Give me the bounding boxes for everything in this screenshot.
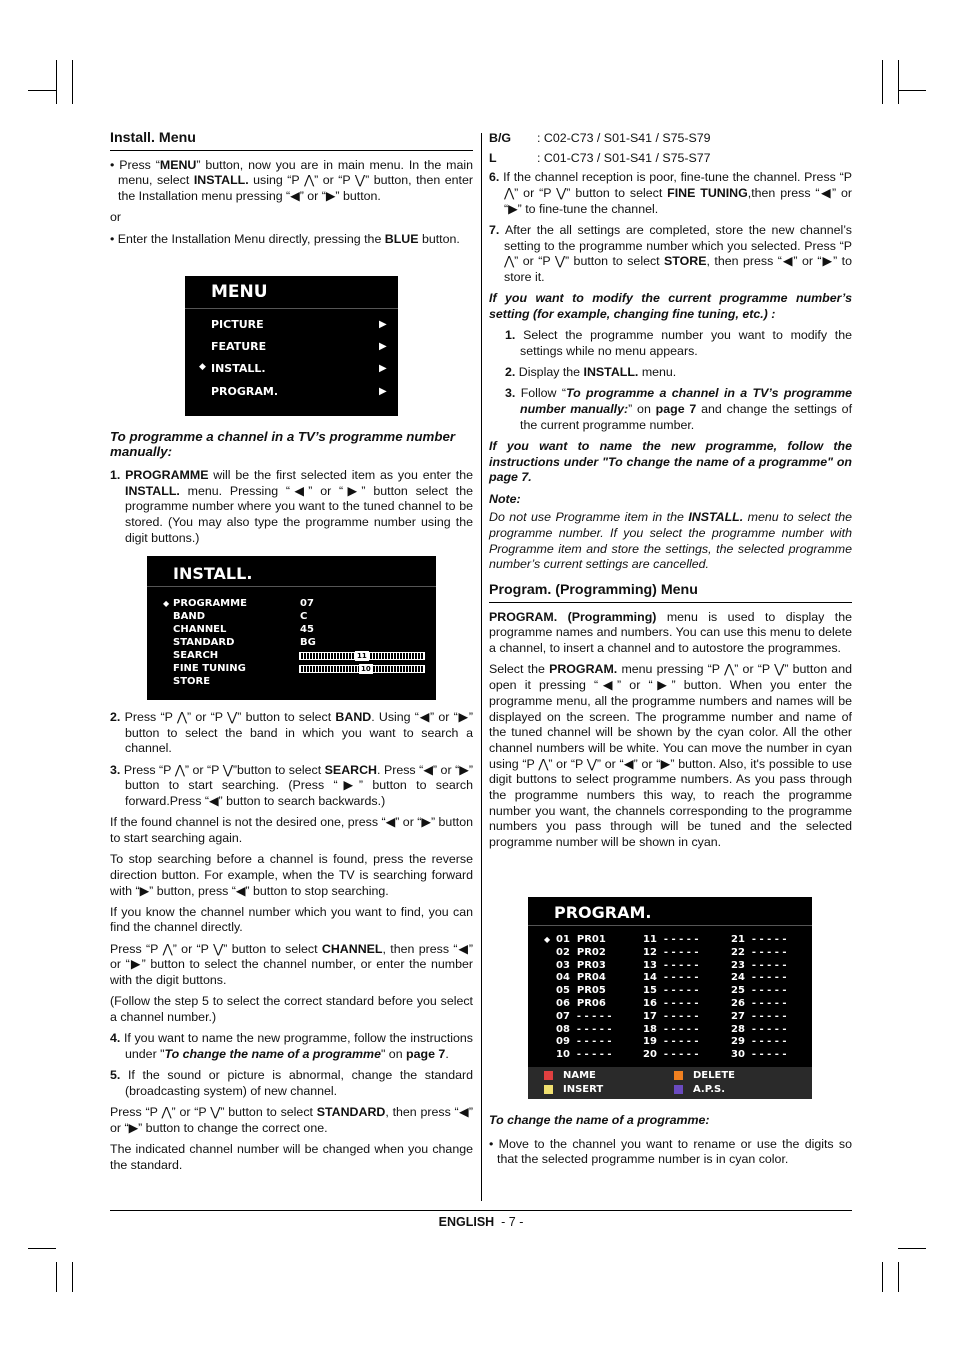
step-6: 6. If the channel reception is poor, fine-tune the channel. Press “P ⋀” or “P ⋁” button to select FINE TUNING,then press “◀” or “▶” to fine-tune the channel. <box>489 170 852 216</box>
program-heading: Program. (Programming) Menu <box>489 583 852 603</box>
program-entry: 04 PR04 <box>556 972 606 984</box>
program-entry: 21 - - - - - <box>731 934 787 945</box>
note-text: Do not use Programme item in the INSTALL. menu to select the programme number. If you select the programme number with Programme item and store the settings, the selected programme number’s current settings are cancelled. <box>489 510 852 572</box>
l-range: L : C01-C73 / S01-S41 / S75-S77 <box>489 150 711 165</box>
crop-mark <box>28 90 56 91</box>
legend-aps: A.P.S. <box>674 1084 725 1095</box>
install-heading: Install. Menu <box>110 131 473 151</box>
program-entry: 03 PR03 <box>556 959 606 971</box>
channel-text: Press “P ⋀” or “P ⋁” button to select CHANNEL, then press “◀” or “▶” button to select the channel number, or enter the number with the digit buttons. <box>110 941 473 988</box>
follow-text: (Follow the step 5 to select the correct standard before you select a channel number.) <box>110 994 473 1024</box>
stop-text: To stop searching before a channel is found, press the reverse direction button. For example, when the TV is searching forward with “▶” button, press “◀” button to stop searching. <box>110 852 473 898</box>
right-column <box>489 131 852 856</box>
program-entry: 25 - - - - - <box>731 985 787 997</box>
change-text: • Move to the channel you want to rename or use the digits so that the selected programme number is in cyan color. <box>489 1136 852 1167</box>
program-entry: 09 - - - - - <box>556 1036 612 1048</box>
label-standard: STANDARD <box>173 637 235 648</box>
program-column-1 <box>556 934 612 1062</box>
menu-item-feature: FEATURE <box>211 340 267 353</box>
program-screen <box>528 897 812 1099</box>
label-fine-tuning: FINE TUNING <box>173 663 246 674</box>
bg-range: B/G : C02-C73 / S01-S41 / S75-S79 <box>489 131 711 145</box>
crop-mark <box>882 1262 883 1292</box>
program-entry: 19 - - - - - <box>643 1036 699 1048</box>
program-entry: 29 - - - - - <box>731 1036 787 1048</box>
program-entry: 06 PR06 <box>556 997 606 1009</box>
program-entry: 05 PR05 <box>556 985 606 997</box>
divider <box>147 586 436 587</box>
label-search: SEARCH <box>173 650 219 661</box>
value-programme: 07 <box>300 598 314 609</box>
standard-text: Press “P ⋀” or “P ⋁” button to select STANDARD, then press “◀” or “▶” button to change the correct one. <box>110 1104 473 1135</box>
program-entry: 24 - - - - - <box>731 972 787 984</box>
left-column <box>110 131 473 253</box>
program-entry: 13 - - - - - <box>643 959 699 971</box>
program-entry: 07 - - - - - <box>556 1010 612 1022</box>
left-column-manual <box>110 429 473 552</box>
program-entry: 16 - - - - - <box>643 997 699 1009</box>
label-programme: PROGRAMME <box>173 598 247 609</box>
legend-insert: INSERT <box>544 1084 603 1095</box>
program-entry: 10 - - - - - <box>556 1049 612 1061</box>
menu-item-picture: PICTURE <box>211 318 264 331</box>
program-entry: 27 - - - - - <box>731 1010 787 1022</box>
label-band: BAND <box>173 611 206 622</box>
program-entry: 01 PR01 <box>556 934 606 945</box>
program-intro: PROGRAM. (Programming) menu is used to display the programme names and numbers. You can use this menu to delete a channel, to insert a channel and to autostore the programmes. <box>489 609 852 656</box>
name-heading: If you want to name the new programme, follow the instructions under "To change the name of a programme" on page 7. <box>489 438 852 485</box>
arrow-right-icon: ▶ <box>379 319 387 330</box>
modify-step-2: 2. Display the INSTALL. menu. <box>505 365 677 380</box>
crop-mark <box>72 60 73 104</box>
fine-tuning-value: 10 <box>361 665 371 673</box>
footer <box>110 1215 852 1229</box>
install-screen-title: INSTALL. <box>173 564 253 583</box>
program-entry: 11 - - - - - <box>643 934 699 945</box>
program-column-3 <box>731 934 787 1062</box>
note-label: Note: <box>489 491 521 506</box>
crop-mark <box>898 1248 926 1249</box>
step-7: 7. After the all settings are completed, store the new channel’s setting to the programme number which you selected. Press “P ⋀” or “P ⋁” button to select STORE, then press “◀” or “▶” to store it. <box>489 223 852 285</box>
modify-step-1: 1. Select the programme number you want to modify the settings while no menu appears. <box>505 328 852 358</box>
label-store: STORE <box>173 676 211 687</box>
menu-item-program: PROGRAM. <box>211 385 279 398</box>
cursor-icon: ◆ <box>544 935 551 944</box>
footer-rule <box>110 1210 852 1211</box>
crop-mark <box>898 1262 899 1292</box>
program-entry: 22 - - - - - <box>731 946 787 958</box>
program-column-2 <box>643 934 699 1062</box>
found-text: If the found channel is not the desired one, press “◀” or “▶” button to start searching again. <box>110 815 473 845</box>
yellow-key-icon <box>544 1085 553 1094</box>
program-entry: 08 - - - - - <box>556 1023 612 1035</box>
or-text: or <box>110 210 122 225</box>
program-entry: 14 - - - - - <box>643 972 699 984</box>
modify-heading: If you want to modify the current programme number’s setting (for example, changing fine tuning, etc.) : <box>489 291 852 322</box>
page-number: - 7 - <box>501 1215 524 1229</box>
arrow-right-icon: ▶ <box>379 386 387 397</box>
left-column-steps <box>110 710 473 1179</box>
step-1: 1. PROGRAMME will be the first selected item as you enter the INSTALL. menu. Pressing “◀” or “▶” button select the programme number where you want to the tuned channel to be stored. (You may also type the programme number using the digit buttons.) <box>110 468 474 545</box>
manual-heading: To programme a channel in a TV’s programme number manually: <box>110 429 456 459</box>
value-standard: BG <box>300 637 316 648</box>
crop-mark <box>898 90 926 91</box>
right-column-bottom <box>489 1113 852 1174</box>
install-screen <box>147 556 436 700</box>
modify-step-3: 3. Follow “To programme a channel in a TV’s programme number manually:” on page 7 and change the settings of the current programme number. <box>505 386 853 432</box>
program-entry: 02 PR02 <box>556 946 606 958</box>
orange-key-icon <box>674 1071 683 1080</box>
program-entry: 26 - - - - - <box>731 997 787 1009</box>
arrow-right-icon: ▶ <box>379 363 387 374</box>
column-divider <box>481 133 482 1201</box>
program-entry: 30 - - - - - <box>731 1049 787 1061</box>
step-5: 5. If the sound or picture is abnormal, change the standard (broadcasting system) of new channel. <box>110 1068 473 1098</box>
program-select: Select the PROGRAM. menu pressing “P ⋀” or “P ⋁” button and open it pressing “◀” or “▶” button. When you enter the programme menu, all the programme numbers and names will be displayed on the screen. The programme number and name of the tuned channel will be shown by the cyan color. All the other channel numbers will be white. You can move the number in cyan using “P ⋀” or “P ⋁” or “◀” or “▶” button. Also, it's possible to use digit buttons to select programme numbers. As you pass through the programme numbers this way, to reach the programme number you want, the channels corresponding to the programme numbers you pass through will be tuned and the selected programme number will be shown in cyan. <box>489 662 852 850</box>
legend-name: NAME <box>544 1070 596 1081</box>
install-intro: • Press “MENU” button, now you are in main menu. In the main menu, select INSTALL. using “P ⋀” or “P ⋁” button, then enter the Installation menu pressing “◀” or “▶” button. <box>110 157 473 204</box>
indicated-text: The indicated channel number will be changed when you change the standard. <box>110 1141 473 1172</box>
menu-screen <box>185 276 398 416</box>
arrow-right-icon: ▶ <box>379 341 387 352</box>
crop-mark <box>882 60 883 104</box>
step-3: 3. Press “P ⋀” or “P ⋁”button to select SEARCH. Press “◀” or “▶” button to start searching. (Press “▶” button to search forward.Press “◀” button to search backwards.) <box>110 762 473 809</box>
menu-item-install: INSTALL. <box>211 362 266 375</box>
divider <box>185 308 398 309</box>
program-entry: 17 - - - - - <box>643 1010 699 1022</box>
step-4: 4. If you want to name the new programme, follow the instructions under "To change the name of a programme" on page 7. <box>110 1031 473 1061</box>
program-entry: 20 - - - - - <box>643 1049 699 1061</box>
crop-mark <box>898 60 899 104</box>
blue-button-text: • Enter the Installation Menu directly, pressing the BLUE button. <box>110 231 460 246</box>
know-text: If you know the channel number which you want to find, you can find the channel directly. <box>110 904 473 935</box>
red-key-icon <box>544 1071 553 1080</box>
divider <box>528 925 812 926</box>
search-value: 11 <box>357 652 367 660</box>
program-screen-title: PROGRAM. <box>554 903 652 922</box>
program-entry: 18 - - - - - <box>643 1023 699 1035</box>
crop-mark <box>56 1262 57 1292</box>
crop-mark <box>72 1262 73 1292</box>
crop-mark <box>28 1248 56 1249</box>
value-band: C <box>300 611 308 622</box>
value-channel: 45 <box>300 624 314 635</box>
step-2: 2. Press “P ⋀” or “P ⋁” button to select BAND. Using “◀” or “▶” button to select the band in which you want to search a channel. <box>110 710 473 756</box>
crop-mark <box>56 60 57 104</box>
purple-key-icon <box>674 1085 683 1094</box>
menu-screen-title: MENU <box>211 282 268 302</box>
footer-language: ENGLISH <box>438 1215 495 1229</box>
program-entry: 12 - - - - - <box>643 946 699 958</box>
program-entry: 23 - - - - - <box>731 959 787 971</box>
legend-delete: DELETE <box>674 1070 735 1081</box>
program-entry: 15 - - - - - <box>643 985 699 997</box>
label-channel: CHANNEL <box>173 624 227 635</box>
cursor-icon: ◆ <box>163 599 170 608</box>
cursor-icon: ◆ <box>199 362 206 372</box>
change-heading: To change the name of a programme: <box>489 1113 710 1127</box>
legend-bar <box>528 1067 812 1099</box>
program-entry: 28 - - - - - <box>731 1023 787 1035</box>
